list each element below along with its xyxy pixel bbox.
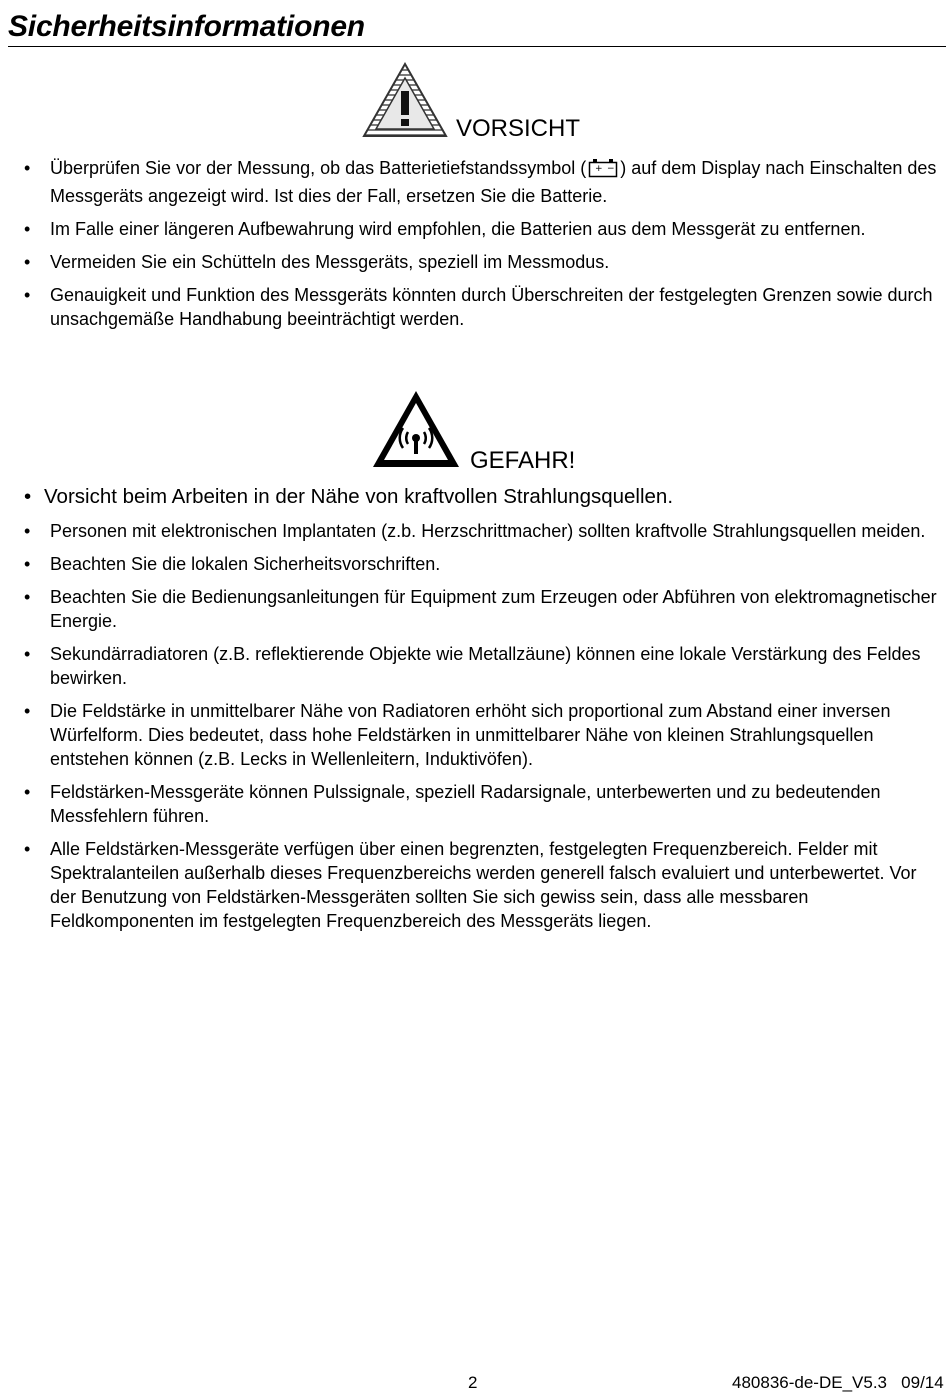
list-item-text: Beachten Sie die lokalen Sicherheitsvorschriften. [50, 554, 441, 574]
list-item-lead [24, 484, 944, 510]
caution-heading-block [362, 62, 580, 143]
bullet: • [24, 158, 31, 178]
list-item-text: Personen mit elektronischen Implantaten (z.b. Herzschrittmacher) sollten kraftvolle Strahlungsquellen meiden. [50, 521, 926, 541]
caution-heading: VORSICHT [456, 115, 581, 142]
svg-text:+: + [595, 164, 603, 174]
bullet: • [24, 285, 31, 305]
bullet: • [24, 782, 31, 802]
list-item [24, 780, 944, 828]
caution-list [24, 156, 944, 340]
list-item-text: Überprüfen Sie vor der Messung, ob das Batterietiefstandssymbol ( [50, 158, 587, 178]
bullet: • [24, 587, 31, 607]
bullet: • [24, 252, 31, 272]
bullet: • [24, 644, 31, 664]
list-item-text: Feldstärken-Messgeräte können Pulssignale, speziell Radarsignale, unterbewerten und zu bedeutenden Messfehlern führen. [50, 782, 881, 826]
list-item-text: Vorsicht beim Arbeiten in der Nähe von kraftvollen Strahlungsquellen. [44, 485, 674, 508]
svg-text:−: − [607, 164, 615, 174]
page-title: Sicherheitsinformationen [8, 8, 946, 47]
danger-list [24, 484, 944, 942]
list-item [24, 519, 944, 543]
warning-triangle-icon [362, 62, 448, 143]
list-item [24, 156, 944, 208]
danger-heading-block [370, 388, 575, 475]
list-item-text: Die Feldstärke in unmittelbarer Nähe von Radiatoren erhöht sich proportional zum Abstand einer inversen Würfelform. Dies bedeutet, dass hohe Feldstärken in unmittelbarer Nähe von kleinen Strahlungsquellen entstehen können (z.B. Lecks in Wellenleitern, Induktivöfen). [50, 701, 891, 769]
list-item-text: Vermeiden Sie ein Schütteln des Messgeräts, speziell im Messmodus. [50, 252, 610, 272]
list-item [24, 642, 944, 690]
battery-icon [588, 158, 618, 184]
list-item-text: Beachten Sie die Bedienungsanleitungen für Equipment zum Erzeugen oder Abführen von elektromagnetischer Energie. [50, 587, 937, 631]
list-item [24, 250, 944, 274]
bullet: • [24, 521, 31, 541]
bullet: • [24, 839, 31, 859]
list-item-text: Alle Feldstärken-Messgeräte verfügen über einen begrenzten, festgelegten Frequenzbereich. Felder mit Spektralanteilen außerhalb dieses Frequenzbereichs werden generell falsch evaluiert und unterbewertet. Vor der Benutzung von Feldstärken-Messgeräten sollten Sie sich gewiss sein, dass alle messbaren Feldkomponenten im festgelegten Frequenzbereich des Messgeräts liegen. [50, 839, 917, 931]
list-item-text: Im Falle einer längeren Aufbewahrung wird empfohlen, die Batterien aus dem Messgerät zu entfernen. [50, 219, 866, 239]
list-item-text: Genauigkeit und Funktion des Messgeräts könnten durch Überschreiten der festgelegten Grenzen sowie durch unsachgemäße Handhabung beeinträchtigt werden. [50, 285, 933, 329]
radiation-warning-icon [370, 388, 462, 475]
list-item [24, 837, 944, 933]
list-item-text: Sekundärradiatoren (z.B. reflektierende Objekte wie Metallzäune) können eine lokale Verstärkung des Feldes bewirken. [50, 644, 921, 688]
list-item-text: ) auf dem Display nach Einschalten des Messgeräts angezeigt wird. Ist dies der Fall, ersetzen Sie die Batterie. [50, 158, 937, 206]
danger-heading: GEFAHR! [470, 447, 576, 474]
bullet: • [24, 485, 32, 508]
page-number: 2 [468, 1373, 478, 1392]
list-item [24, 283, 944, 331]
list-item [24, 217, 944, 241]
bullet: • [24, 554, 31, 574]
list-item [24, 585, 944, 633]
bullet: • [24, 701, 31, 721]
list-item [24, 699, 944, 771]
bullet: • [24, 219, 31, 239]
document-id: 480836-de-DE_V5.3 09/14 [732, 1373, 944, 1392]
list-item [24, 552, 944, 576]
